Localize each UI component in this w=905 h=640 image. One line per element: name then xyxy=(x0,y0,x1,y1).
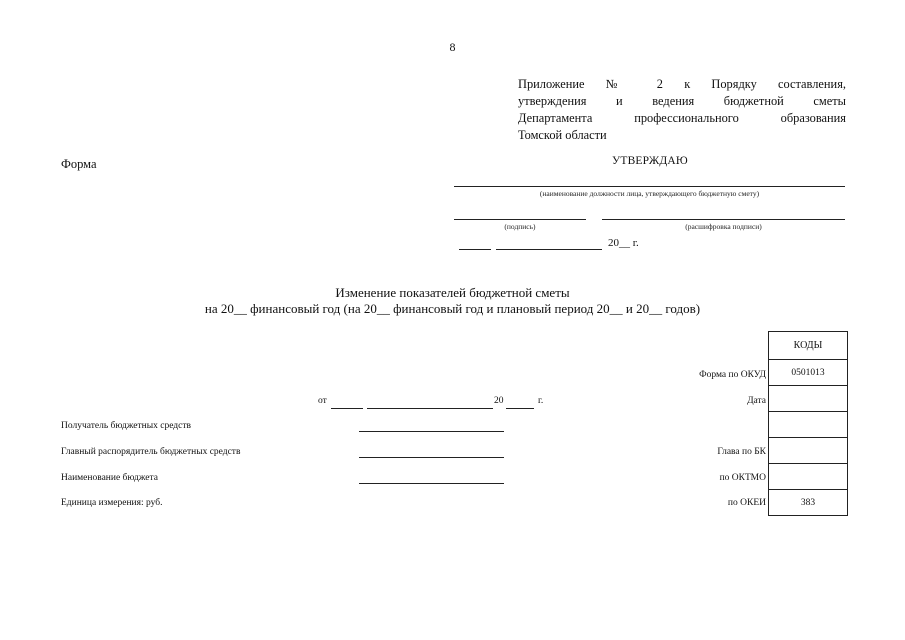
form-label: Форма xyxy=(61,157,97,171)
appendix-line-3: Департамента профессионального образования xyxy=(518,111,846,125)
position-caption: (наименование должности лица, утверждающего бюджетную смету) xyxy=(539,189,760,198)
approval-month-line xyxy=(496,249,602,250)
okei-label: по ОКЕИ xyxy=(727,498,766,508)
appendix-note xyxy=(518,76,846,144)
codes-header: КОДЫ xyxy=(769,332,847,360)
field-unit-label: Единица измерения: руб. xyxy=(61,498,163,508)
okud-label: Форма по ОКУД xyxy=(699,370,766,380)
codes-empty-value xyxy=(769,412,847,438)
codes-okei-value: 383 xyxy=(769,490,847,516)
date-year-line xyxy=(506,408,534,409)
page-number: 8 xyxy=(449,40,456,54)
field-budget-label: Наименование бюджета xyxy=(61,473,158,483)
codes-glava-value xyxy=(769,438,847,464)
field-manager-label: Главный распорядитель бюджетных средств xyxy=(61,447,241,457)
date-month-line xyxy=(367,408,493,409)
approval-day-line xyxy=(459,249,491,250)
codes-table xyxy=(768,331,848,516)
date-label: Дата xyxy=(747,396,766,406)
date-day-line xyxy=(331,408,363,409)
oktmo-label: по ОКТМО xyxy=(719,473,766,483)
appendix-line-2: утверждения и ведения бюджетной сметы xyxy=(518,94,846,108)
field-manager-line xyxy=(359,457,504,458)
signature-decode-line xyxy=(602,219,845,220)
position-line xyxy=(454,186,845,187)
codes-date-value xyxy=(769,386,847,412)
date-year-prefix: 20 xyxy=(494,396,504,406)
codes-oktmo-value xyxy=(769,464,847,490)
field-budget-line xyxy=(359,483,504,484)
signature-line xyxy=(454,219,586,220)
approval-year: 20__ г. xyxy=(608,237,639,249)
signature-decode-caption: (расшифровка подписи) xyxy=(685,222,762,231)
appendix-line-1: Приложение № 2 к Порядку составления, xyxy=(518,77,846,91)
signature-caption: (подпись) xyxy=(504,222,536,231)
document-title-line-1: Изменение показателей бюджетной сметы xyxy=(335,285,570,300)
date-prefix: от xyxy=(318,396,327,406)
codes-okud-value: 0501013 xyxy=(769,360,847,386)
approval-heading: УТВЕРЖДАЮ xyxy=(612,155,688,167)
field-recipient-line xyxy=(359,431,504,432)
field-recipient-label: Получатель бюджетных средств xyxy=(61,421,191,431)
date-year-suffix: г. xyxy=(538,396,544,406)
appendix-line-4: Томской области xyxy=(518,128,607,142)
glava-label: Глава по БК xyxy=(717,447,766,457)
document-title-line-2: на 20__ финансовый год (на 20__ финансовый год и плановый период 20__ и 20__ годов) xyxy=(204,301,701,316)
